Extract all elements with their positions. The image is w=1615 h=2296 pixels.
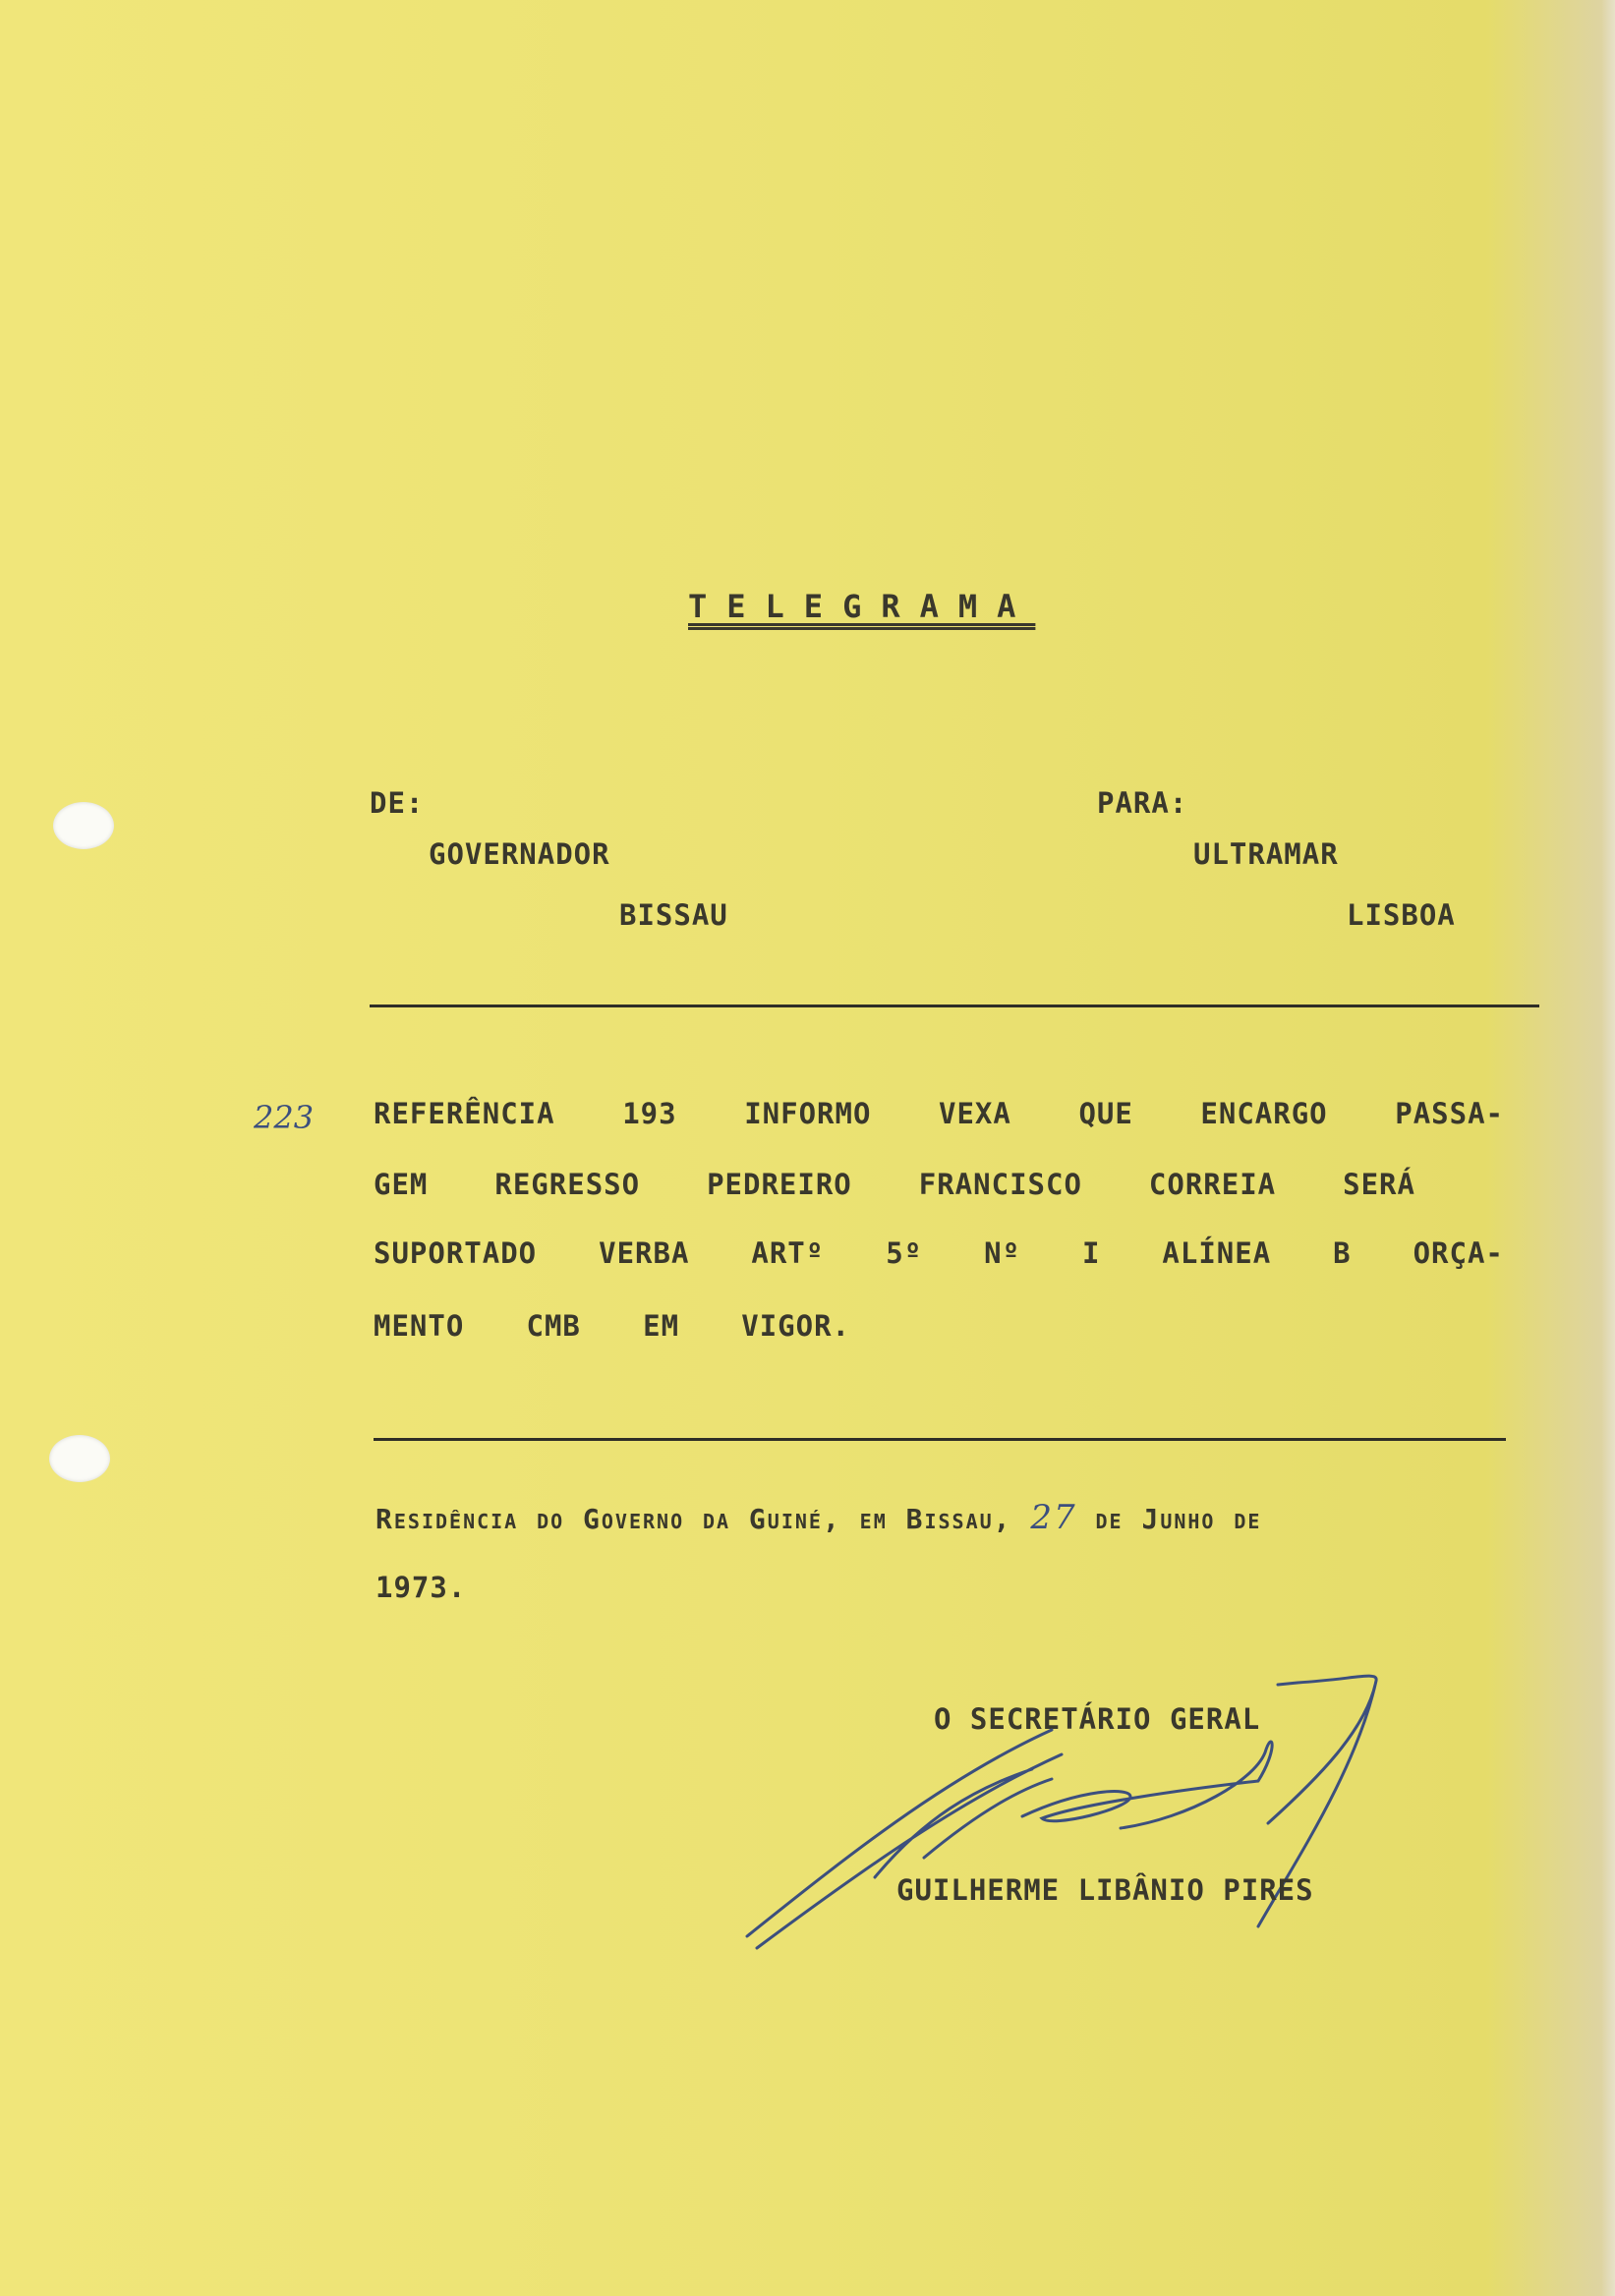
body-word: PEDREIRO <box>707 1168 852 1201</box>
body-word: GEM <box>374 1168 429 1201</box>
body-word: Nº <box>984 1236 1021 1270</box>
body-word: REFERÊNCIA <box>374 1097 555 1130</box>
body-word: 193 <box>622 1097 677 1130</box>
place-text-2: de Junho de <box>1095 1503 1262 1535</box>
body-word: 5º <box>886 1236 923 1270</box>
body-word: B <box>1333 1236 1352 1270</box>
body-word: CMB <box>526 1309 581 1343</box>
punch-hole <box>49 1435 110 1482</box>
body-word: FRANCISCO <box>918 1168 1082 1201</box>
paper-edge <box>1601 0 1615 2296</box>
body-word: REGRESSO <box>494 1168 641 1201</box>
body-word: ALÍNEA <box>1162 1236 1272 1270</box>
body-word: ORÇA- <box>1413 1236 1504 1270</box>
from-label: DE: <box>370 786 425 820</box>
body-word: SERÁ <box>1343 1168 1415 1201</box>
body-word: ARTº <box>751 1236 825 1270</box>
place-text: Residência do Governo da Guiné, em Bissau, <box>375 1503 1012 1535</box>
to-label: PARA: <box>1097 786 1188 820</box>
from-line-2: BISSAU <box>619 898 728 932</box>
body-word: PASSA- <box>1395 1097 1504 1130</box>
body-word: VIGOR. <box>741 1309 850 1343</box>
body-word: EM <box>643 1309 680 1343</box>
body-word: SUPORTADO <box>374 1236 538 1270</box>
body-line-1 <box>374 1097 1504 1130</box>
body-word: VERBA <box>599 1236 690 1270</box>
handwritten-signature <box>727 1671 1396 1956</box>
body-word: INFORMO <box>744 1097 872 1130</box>
to-line-2: LISBOA <box>1347 898 1456 932</box>
to-line-1: ULTRAMAR <box>1193 837 1339 871</box>
signatory-role: O SECRETÁRIO GERAL <box>934 1702 1261 1736</box>
from-line-1: GOVERNADOR <box>429 837 610 871</box>
handwritten-day: 27 <box>1030 1498 1077 1537</box>
divider-line <box>374 1438 1506 1441</box>
body-line-3 <box>374 1236 1504 1270</box>
body-word: VEXA <box>939 1097 1011 1130</box>
place-line <box>375 1498 1261 1537</box>
body-word: ENCARGO <box>1200 1097 1328 1130</box>
handwritten-margin-number: 223 <box>254 1099 315 1136</box>
body-word: I <box>1081 1236 1101 1270</box>
body-line-2 <box>374 1168 1415 1201</box>
signatory-name: GUILHERME LIBÂNIO PIRES <box>896 1873 1314 1907</box>
body-word: QUE <box>1078 1097 1133 1130</box>
year: 1973. <box>375 1571 467 1604</box>
body-word: MENTO <box>374 1309 465 1343</box>
divider-line <box>370 1004 1539 1007</box>
body-word: CORREIA <box>1148 1168 1277 1201</box>
body-line-4 <box>374 1309 850 1343</box>
document-title: TELEGRAMA <box>688 588 1036 625</box>
punch-hole <box>53 802 114 849</box>
